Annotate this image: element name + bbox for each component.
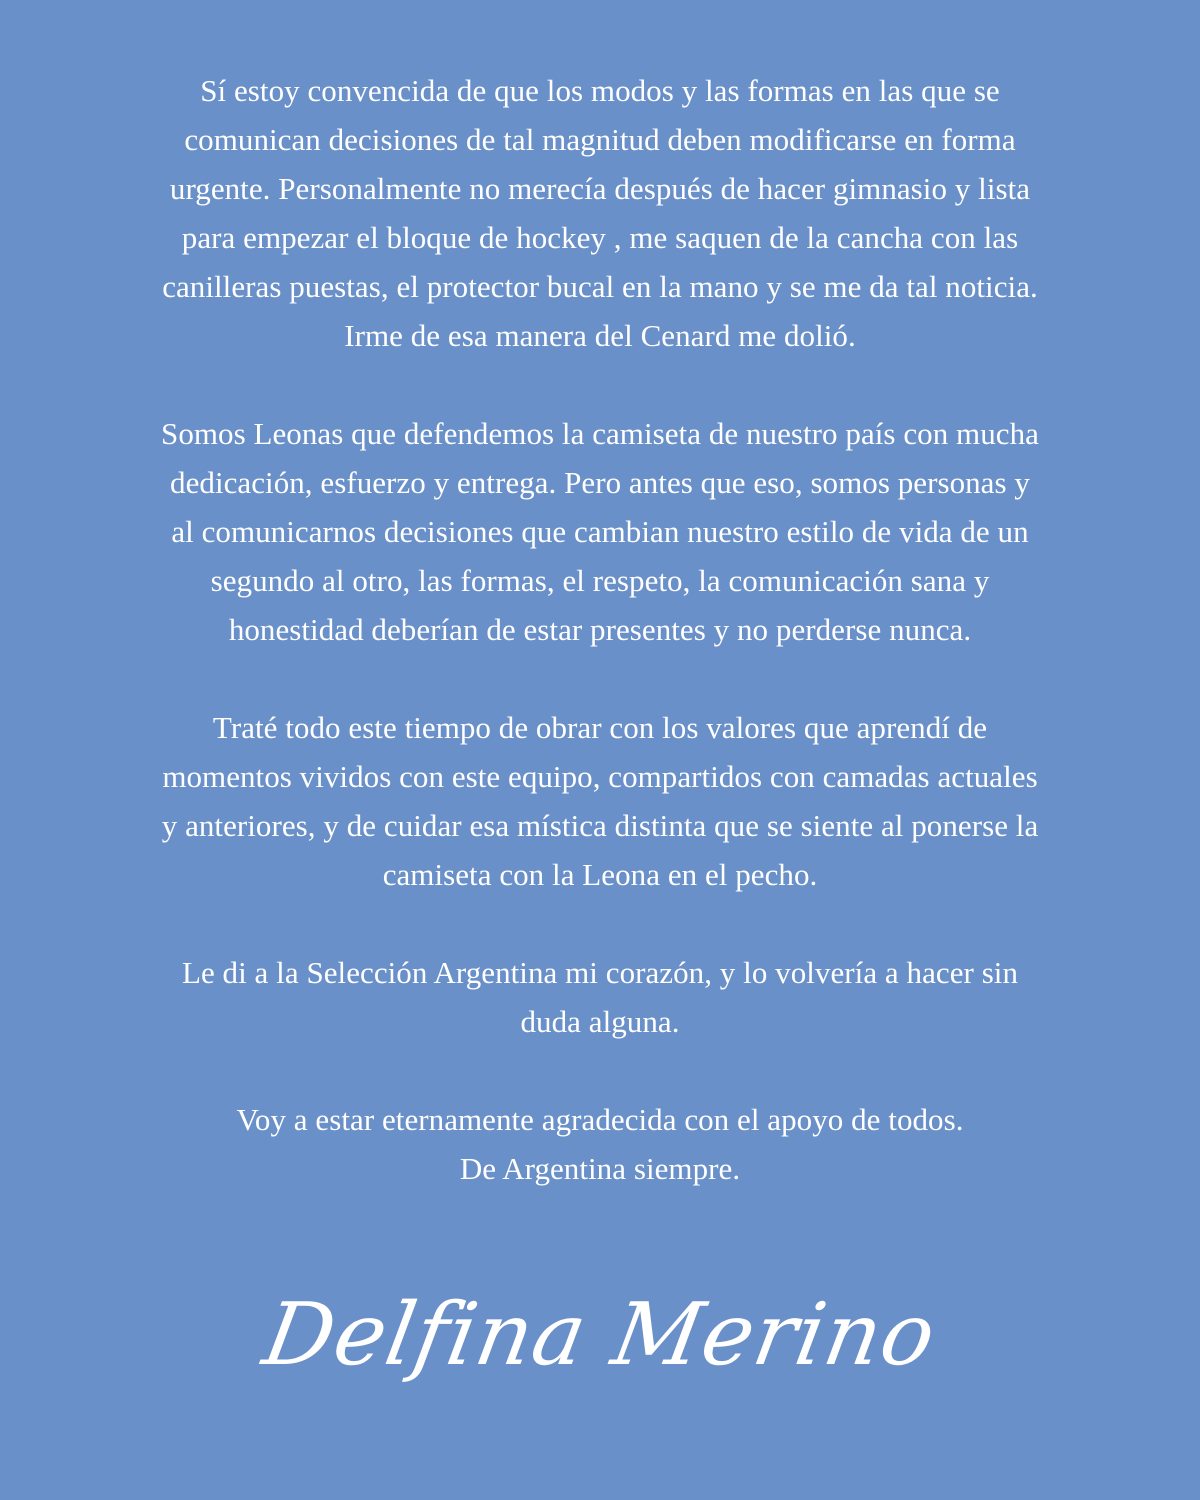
paragraph-3 [80,703,1120,899]
text-line: urgente. Personalmente no merecía después de hacer gimnasio y lista [169,171,1031,206]
paragraph-4 [80,948,1120,1046]
text-line: segundo al otro, las formas, el respeto, la comunicación sana y [210,563,990,598]
text-line: camiseta con la Leona en el pecho. [382,857,818,892]
text-line: canilleras puestas, el protector bucal en la mano y se me da tal noticia. [162,269,1038,304]
paragraph-5 [80,1095,1120,1193]
text-line: Traté todo este tiempo de obrar con los valores que aprendí de [212,710,988,745]
text-line: honestidad deberían de estar presentes y no perderse nunca. [228,612,972,647]
text-line: Somos Leonas que defendemos la camiseta de nuestro país con mucha [161,416,1039,451]
text-line: dedicación, esfuerzo y entrega. Pero antes que eso, somos personas y [170,465,1030,500]
text-line: comunican decisiones de tal magnitud deben modificarse en forma [184,122,1016,157]
text-line: Irme de esa manera del Cenard me dolió. [344,318,856,353]
paragraph-2 [80,409,1120,654]
text-line: Voy a estar eternamente agradecida con el apoyo de todos. [236,1102,964,1137]
statement-text [80,66,1120,1242]
text-line: duda alguna. [520,1004,680,1039]
paragraph-1 [80,66,1120,360]
text-line: De Argentina siempre. [459,1151,741,1186]
text-line: y anteriores, y de cuidar esa mística distinta que se siente al ponerse la [161,808,1039,843]
text-line: Le di a la Selección Argentina mi corazón, y lo volvería a hacer sin [181,955,1019,990]
signature: Delfina Merino [256,1285,944,1385]
text-line: al comunicarnos decisiones que cambian nuestro estilo de vida de un [171,514,1029,549]
text-line: para empezar el bloque de hockey , me saquen de la cancha con las [181,220,1019,255]
text-line: momentos vividos con este equipo, compartidos con camadas actuales [162,759,1038,794]
text-line: Sí estoy convencida de que los modos y las formas en las que se [200,73,1000,108]
